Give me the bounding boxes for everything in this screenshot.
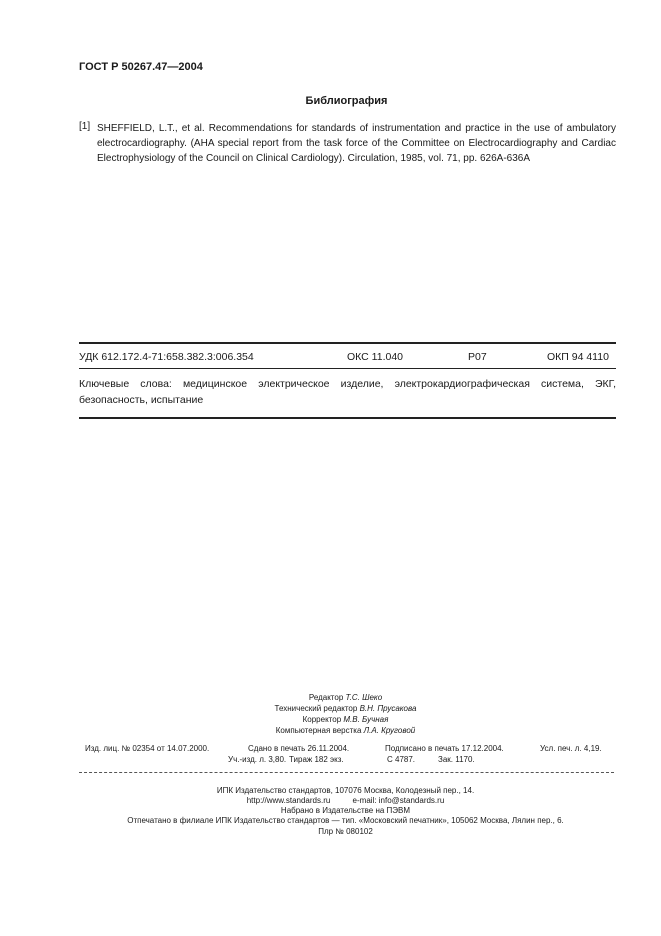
imprint-corrector: Корректор М.В. Бучная bbox=[302, 715, 389, 724]
middle-rule bbox=[79, 368, 616, 369]
sent-date: Сдано в печать 26.11.2004. bbox=[248, 744, 350, 753]
document-header: ГОСТ Р 50267.47—2004 bbox=[79, 61, 203, 73]
tech-editor-name: В.Н. Прусакова bbox=[359, 704, 417, 713]
typeset-note: Набрано в Издательстве на ПЭВМ bbox=[280, 806, 411, 815]
print-code: С 4787. bbox=[387, 755, 416, 764]
separator-line bbox=[79, 772, 614, 773]
reference-text: SHEFFIELD, L.T., et al. Recommendations for standards of instrumentation and practice in the use of ambulatory electrocardiography. (AHA special report from the task force of the Committee on Electrocardiography and Cardiac Electrophysiology of the Council on Clinical Cardiology). Circulation, 1985, vol. 71, pp. 626A-636A bbox=[97, 123, 616, 164]
circulation: Тираж 182 экз. bbox=[289, 755, 344, 764]
publisher-contacts bbox=[0, 796, 661, 807]
top-rule bbox=[79, 342, 616, 344]
email-link[interactable]: e-mail: info@standards.ru bbox=[352, 796, 445, 805]
layout-name: Л.А. Круговой bbox=[363, 726, 416, 735]
print-sheets: Усл. печ. л. 4,19. bbox=[540, 744, 602, 753]
license-number: Плр № 080102 bbox=[318, 827, 373, 836]
editor-name: Т.С. Шеко bbox=[345, 693, 383, 702]
keywords: Ключевые слова: медицинское электрическое изделие, электрокардиографическая система, ЭКГ, безопасность, испытание bbox=[79, 378, 616, 406]
okp-code: ОКП 94 4110 bbox=[547, 351, 609, 363]
reference-number: [1] bbox=[79, 121, 91, 132]
udk-code: УДК 612.172.4-71:658.382.3:006.354 bbox=[79, 351, 254, 363]
bibliography-title: Библиография bbox=[305, 95, 388, 107]
bottom-rule bbox=[79, 417, 616, 419]
order-number: Зак. 1170. bbox=[438, 755, 475, 764]
signed-date: Подписано в печать 17.12.2004. bbox=[385, 744, 504, 753]
imprint-layout: Компьютерная верстка Л.А. Круговой bbox=[275, 726, 416, 735]
license-info: Изд. лиц. № 02354 от 14.07.2000. bbox=[85, 744, 210, 753]
publisher-address: ИПК Издательство стандартов, 107076 Москва, Колодезный пер., 14. bbox=[216, 786, 475, 795]
imprint-tech-editor: Технический редактор В.Н. Прусакова bbox=[274, 704, 417, 713]
oks-code: ОКС 11.040 bbox=[347, 351, 404, 363]
group-code: Р07 bbox=[468, 351, 487, 363]
imprint-editor: Редактор Т.С. Шеко bbox=[308, 693, 383, 702]
printer-info: Отпечатано в филиале ИПК Издательство стандартов — тип. «Московский печатник», 105062 Москва, Лялин пер., 6. bbox=[127, 816, 564, 825]
website-link[interactable]: http://www.standards.ru bbox=[246, 796, 331, 805]
edition-sheets: Уч.-изд. л. 3,80. bbox=[228, 755, 287, 764]
corrector-name: М.В. Бучная bbox=[343, 715, 389, 724]
